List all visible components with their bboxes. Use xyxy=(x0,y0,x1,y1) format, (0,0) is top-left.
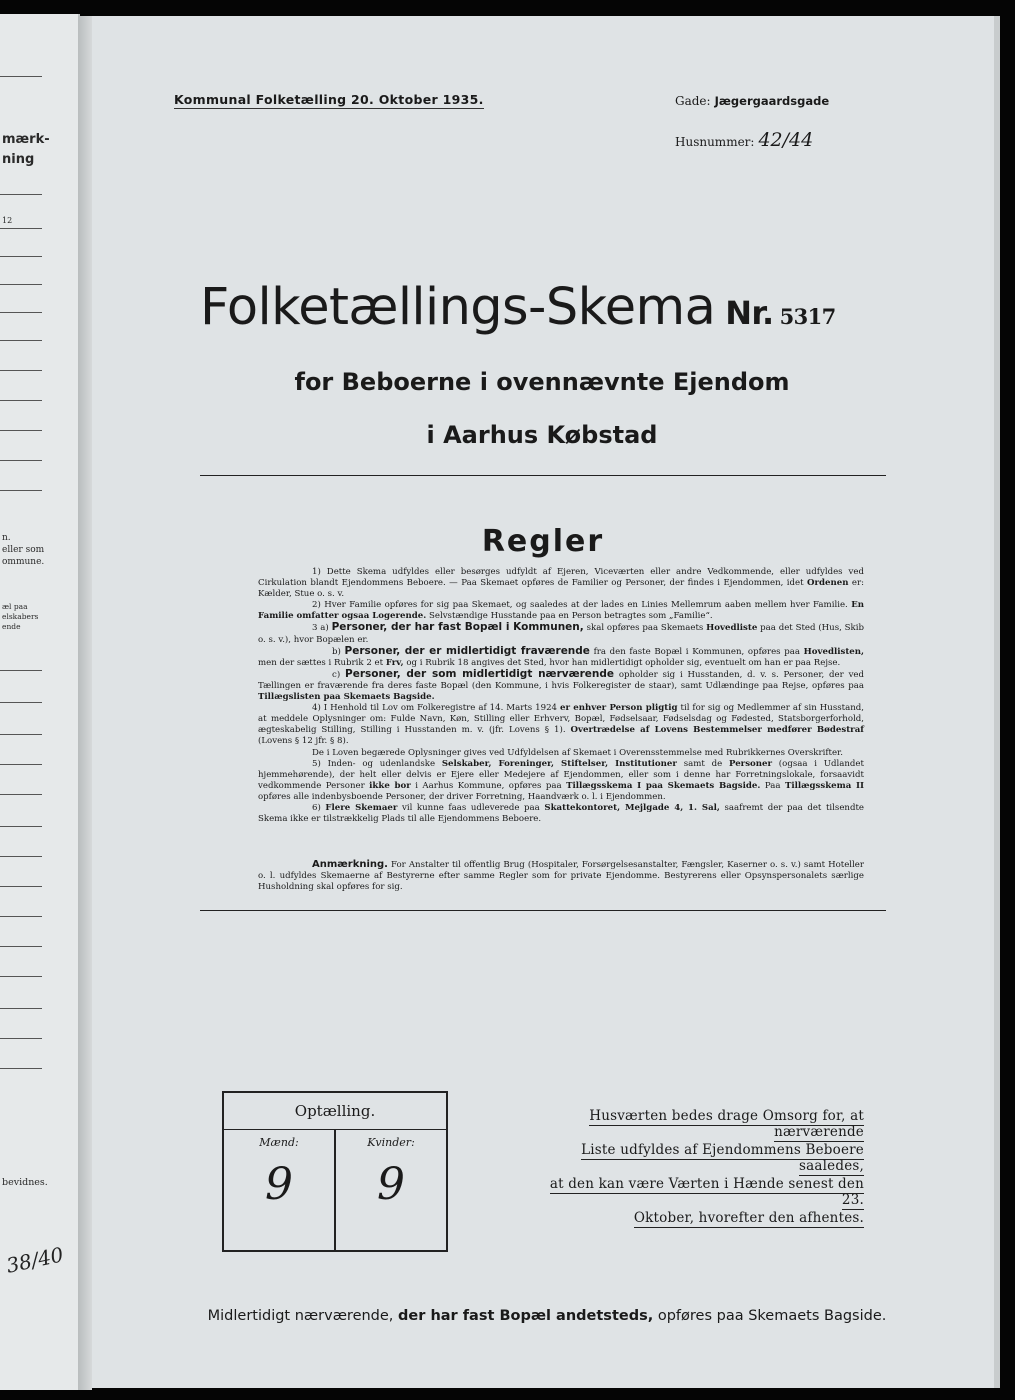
fragment-text: ning xyxy=(2,152,35,167)
form-subtitle-2: i Aarhus Købstad xyxy=(426,421,658,449)
ruled-line xyxy=(0,1068,42,1069)
rule-1: 1) Dette Skema udfyldes eller besørges udfyldt af Ejeren, Viceværten eller andre Vedkommende, eller udfyldes ved Cirkulation blandt Ejendommens Beboere. — Paa Skemaet opføres de Familier og Personer, der findes i Ejendommen, idet Ordenen er: Kælder, Stue o. s. v. xyxy=(258,567,865,600)
rule-3c: c) Personer, der som midlertidigt nærværende opholder sig i Husstanden, d. v. s. Personer, der ved Tællingen er fraværende fra deres faste Bopæl (den Kommune, i hvis Folkeregister de staar), samt Udlændinge paa Rejse, opføres paa Tillægslisten paa Skemaets Bagside. xyxy=(258,667,865,703)
rule-4: 4) I Henhold til Lov om Folkeregistre af 14. Marts 1924 er enhver Person pligtig til for sig og Medlemmer af sin Husstand, at meddele Oplysninger om: Fulde Navn, Køn, Stilling eller Erhverv, Bopæl, Fødselsaar, Fødselsdag og Fødested, Statsborgerforhold, ægteskabelig Stilling, Stilling i Husstanden m. v. (jfr. Lovens § 1). Overtrædelse af Lovens Bestemmelser medfører Bødestraf (Lovens § 12 jfr. § 8). xyxy=(258,703,864,747)
ruled-line xyxy=(0,460,42,461)
form-number-label: Nr. xyxy=(725,294,774,332)
ruled-line xyxy=(0,976,42,977)
fragment-text: eller som xyxy=(2,545,45,555)
ruled-line xyxy=(0,340,42,341)
ruled-line xyxy=(0,430,42,431)
ruled-line xyxy=(0,670,42,671)
form-subtitle-1: for Beboerne i ovennævnte Ejendom xyxy=(294,368,790,396)
street-value: Jægergaardsgade xyxy=(714,94,830,108)
tally-men-label: Mænd: xyxy=(259,1136,299,1149)
ruled-line xyxy=(0,1008,42,1009)
ruled-line xyxy=(0,228,42,229)
footer-note: Midlertidigt nærværende, der har fast Bopæl andetsteds, opføres paa Skemaets Bagside. xyxy=(207,1308,887,1324)
handwritten-margin-note: 38/40 xyxy=(4,1242,66,1278)
rule-4-cont: De i Loven begærede Oplysninger gives ved Udfyldelsen af Skemaet i Overensstemmelse med Rubrikkernes Overskrifter. xyxy=(312,747,843,758)
form-number-value: 5317 xyxy=(779,304,836,329)
ruled-line xyxy=(0,76,42,77)
ruled-line xyxy=(0,916,42,917)
facing-page xyxy=(0,14,80,1390)
fragment-text: n. xyxy=(2,533,11,543)
fragment-text: mærk- xyxy=(2,132,50,147)
instruction-line: Husværten bedes drage Omsorg for, at nærværende xyxy=(589,1108,864,1140)
fragment-text: ommune. xyxy=(2,557,45,567)
instruction-line: Oktober, hvorefter den afhentes. xyxy=(633,1210,864,1226)
ruled-line xyxy=(0,764,42,765)
book-spine xyxy=(78,16,92,1390)
tally-men-column xyxy=(224,1130,336,1250)
divider-top xyxy=(200,475,886,476)
tally-women-label: Kvinder: xyxy=(367,1136,415,1149)
rule-3b: b) Personer, der er midlertidigt fraværende fra den faste Bopæl i Kommunen, opføres paa Hovedlisten, men der sættes i Rubrik 2 et Frv, og i Rubrik 18 angives det Sted, hvor han midlertidigt opholder sig, eventuelt om han er paa Rejse. xyxy=(258,644,865,668)
ruled-line xyxy=(0,702,42,703)
remark-text: For Anstalter til offentlig Brug (Hospitaler, Forsørgelsesanstalter, Fængsler, Kaserner o. s. v.) samt Hoteller o. l. udfyldes Skemaerne af Bestyrerne efter samme Regler som for private Ejendomme. Bestyrerens eller Opsynspersonalets særlige Husholdning skal opføres for sig. xyxy=(258,860,864,893)
ruled-line xyxy=(0,886,42,887)
ruled-line xyxy=(0,1038,42,1039)
census-form-page xyxy=(92,16,1000,1388)
rule-3a: 3 a) Personer, der har fast Bopæl i Kommunen, skal opføres paa Skemaets Hovedliste paa det Sted (Hus, Skib o. s. v.), hvor Bopælen er. xyxy=(258,621,865,645)
fragment-text: bevidnes. xyxy=(2,1177,48,1188)
ruled-line xyxy=(0,734,42,735)
street-field xyxy=(675,94,829,108)
ruled-line xyxy=(0,490,42,491)
ruled-line xyxy=(0,856,42,857)
remark-label: Anmærkning. xyxy=(312,859,388,870)
tally-women-column xyxy=(336,1130,446,1250)
house-number-field xyxy=(675,129,813,151)
form-title-main: Folketællings-Skema xyxy=(200,278,716,337)
fragment-text: ende xyxy=(2,622,21,631)
ruled-line xyxy=(0,256,42,257)
tally-caption: Optælling. xyxy=(224,1093,446,1130)
landlord-instructions xyxy=(524,1108,864,1244)
ruled-line xyxy=(0,312,42,313)
rule-5: 5) Inden- og udenlandske Selskaber, Foreninger, Stiftelser, Institutioner samt de Personer (ogsaa i Udlandet hjemmehørende), der helt eller delvis er Ejere eller Medejere af Ejendommen, eller som i denne har Forretningslokale, forsaavidt vedkommende Personer ikke bor i Aarhus Kommune, opføres paa Tillægsskema I paa Skemaets Bagside. Paa Tillægsskema II opføres alle indenbysboende Personer, der driver Forretning, Haandværk o. l. i Ejendommen. xyxy=(258,758,865,802)
tally-box xyxy=(222,1091,448,1252)
ruled-line xyxy=(0,826,42,827)
ruled-line xyxy=(0,794,42,795)
rules-heading: Regler xyxy=(481,524,605,559)
ruled-line xyxy=(0,400,42,401)
census-heading: Kommunal Folketælling 20. Oktober 1935. xyxy=(174,92,484,107)
fragment-text: æl paa xyxy=(2,602,28,611)
rule-2: 2) Hver Familie opføres for sig paa Skemaet, og saaledes at der lades en Linies Mellemrum aaben mellem hver Familie. En Familie omfatter ogsaa Logerende. Selvstændige Husstande paa en Person betragtes som „Familie“. xyxy=(258,600,864,622)
instruction-line: at den kan være Værten i Hænde senest den 23. xyxy=(549,1176,864,1208)
form-title xyxy=(200,278,920,337)
ruled-line xyxy=(0,370,42,371)
fragment-text: elskabers xyxy=(2,612,39,621)
house-number-label: Husnummer: xyxy=(675,135,755,149)
ruled-line xyxy=(0,946,42,947)
ruled-line xyxy=(0,284,42,285)
remark-paragraph xyxy=(258,859,864,893)
fragment-text: 12 xyxy=(2,216,13,225)
rule-6: 6) Flere Skemaer vil kunne faas udleverede paa Skattekontoret, Mejlgade 4, 1. Sal, saafremt der paa det tilsendte Skema ikke er tilstrækkelig Plads til alle Ejendommens Beboere. xyxy=(258,802,864,825)
rules-text xyxy=(258,567,864,825)
instruction-line: Liste udfyldes af Ejendommens Beboere saaledes, xyxy=(581,1142,864,1174)
tally-women-value: 9 xyxy=(377,1159,405,1210)
tally-men-value: 9 xyxy=(265,1159,293,1210)
street-label: Gade: xyxy=(675,94,711,108)
ruled-line xyxy=(0,194,42,195)
house-number-value: 42/44 xyxy=(758,129,814,151)
divider-bottom xyxy=(200,910,886,911)
